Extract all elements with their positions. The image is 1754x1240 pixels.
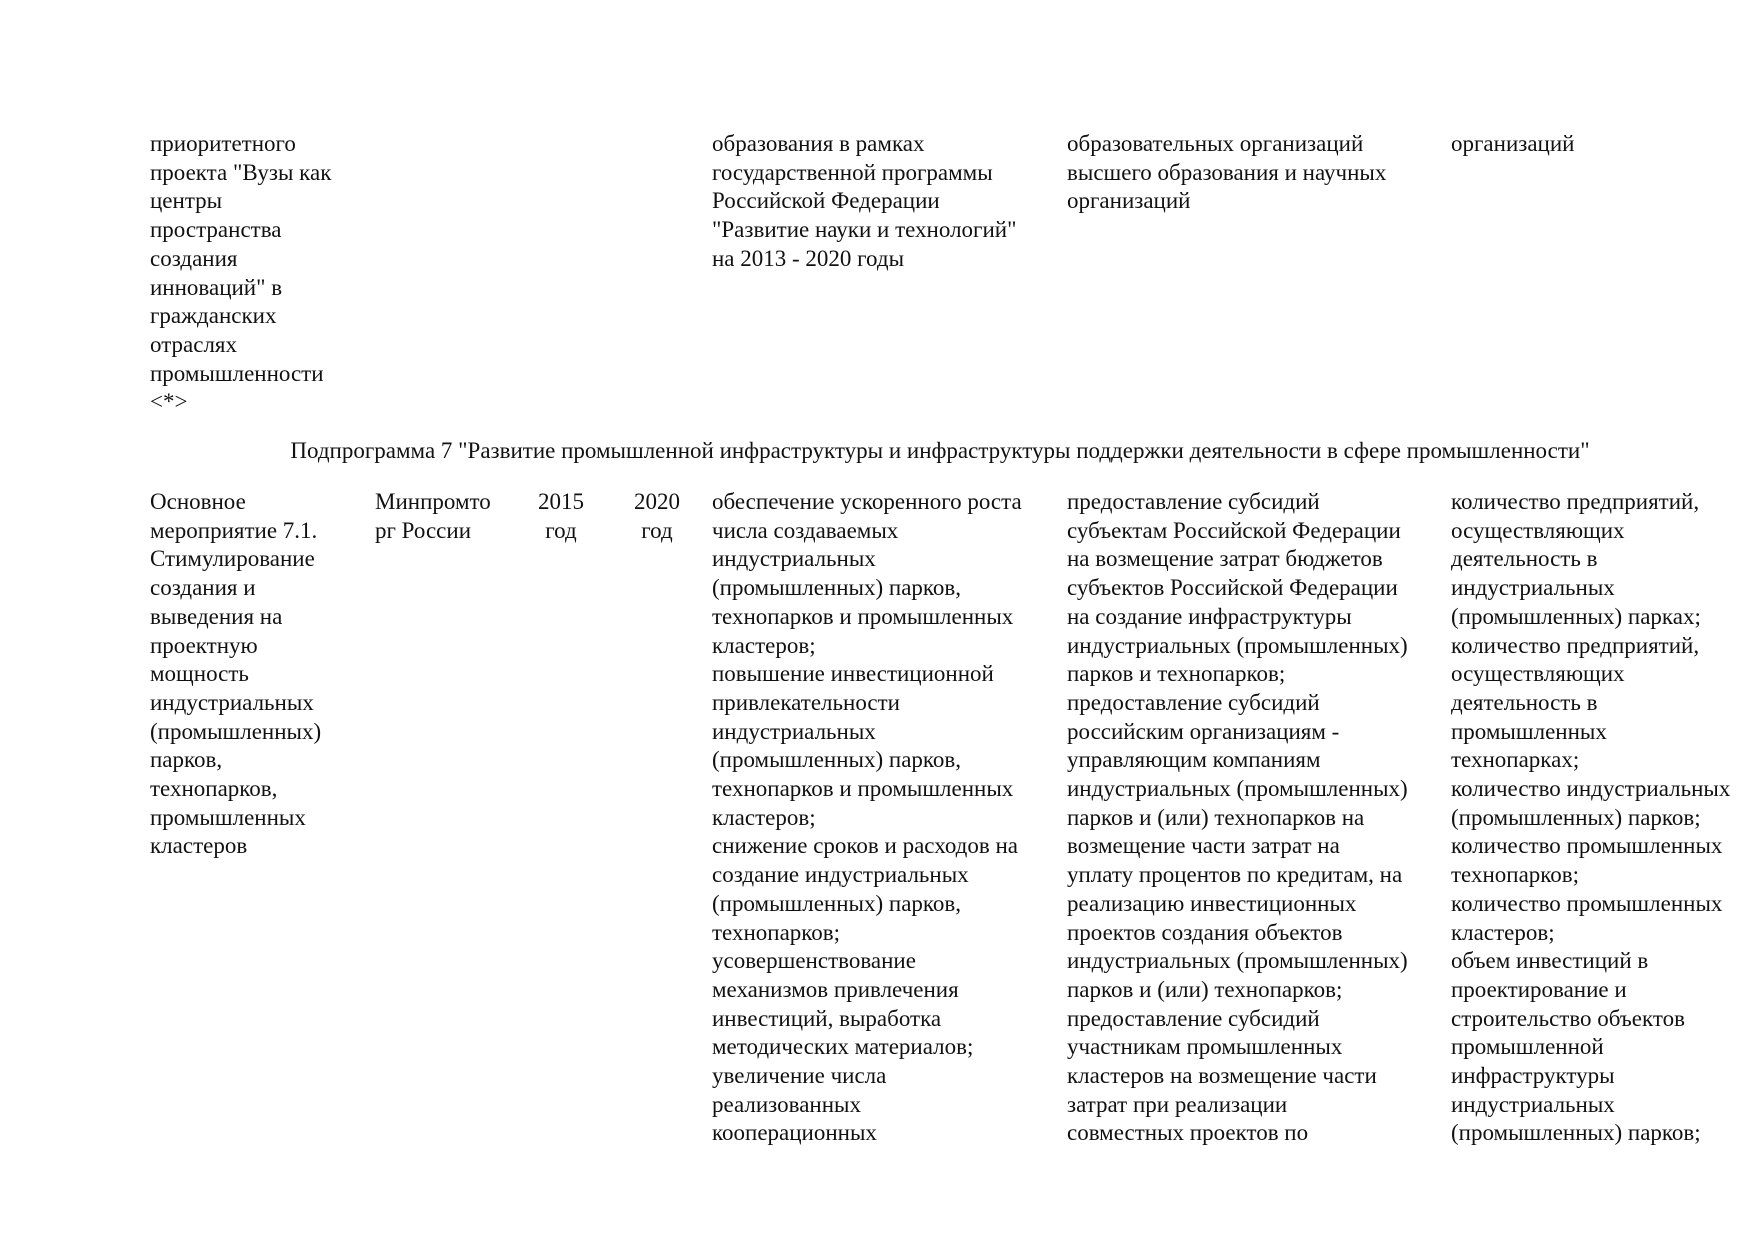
row1-indicators: организаций bbox=[1451, 131, 1575, 156]
measure-7-1-expected-result: обеспечение ускоренного роста числа создаваемых индустриальных (промышленных) парков, технопарков и промышленных кластеров; повышение инвестиционной привлекательности индустриальных (промышленных) парков, технопарков и промышленных кластеров; снижение сроков и расходов на создание индустриальных (промышленных) парков, технопарков; усовершенствование механизмов привлечения инвестиций, выработка методических материалов; увеличение числа реализованных кооперационных bbox=[712, 489, 1022, 1146]
row1-expected-result: образования в рамках государственной программы Российской Федерации "Развитие науки и технологий" на 2013 - 2020 годы bbox=[712, 131, 1017, 271]
measure-7-1-implementation-directions: предоставление субсидий субъектам Российской Федерации на возмещение затрат бюджетов субъектов Российской Федерации на создание инфраструктуры индустриальных (промышленных) парков и технопарков; предоставление субсидий российским организациям - управляющим компаниям индустриальных (промышленных) парков и (или) технопарков на возмещение части затрат на уплату процентов по кредитам, на реализацию инвестиционных проектов создания объектов индустриальных (промышленных) парков и (или) технопарков; предоставление субсидий участникам промышленных кластеров на возмещение части затрат при реализации совместных проектов по bbox=[1067, 489, 1408, 1146]
row1-implementation-directions: образовательных организаций высшего образования и научных организаций bbox=[1067, 131, 1387, 214]
measure-7-1-name: Основное мероприятие 7.1. Стимулирование создания и выведения на проектную мощность индустриальных (промышленных) парков, технопарков, промышленных кластеров bbox=[150, 489, 322, 859]
end-year: 2020 год bbox=[634, 489, 680, 543]
measure-7-1-indicators: количество предприятий, осуществляющих деятельность в индустриальных (промышленных) парках; количество предприятий, осуществляющих деятельность в промышленных технопарках; количество индустриальных (промышленных) парков; количество промышленных технопарков; количество промышленных кластеров; объем инвестиций в проектирование и строительство объектов промышленной инфраструктуры индустриальных (промышленных) парков; bbox=[1451, 489, 1731, 1146]
responsible-executor: Минпромто рг России bbox=[375, 489, 491, 543]
row1-measure-name: приоритетного проекта "Вузы как центры пространства создания инноваций" в гражданских отраслях промышленности <*> bbox=[150, 131, 332, 415]
start-year: 2015 год bbox=[538, 489, 584, 543]
subprogram-heading: Подпрограмма 7 "Развитие промышленной инфраструктуры и инфраструктуры поддержки деятельности в сфере промышленности" bbox=[290, 438, 1590, 463]
